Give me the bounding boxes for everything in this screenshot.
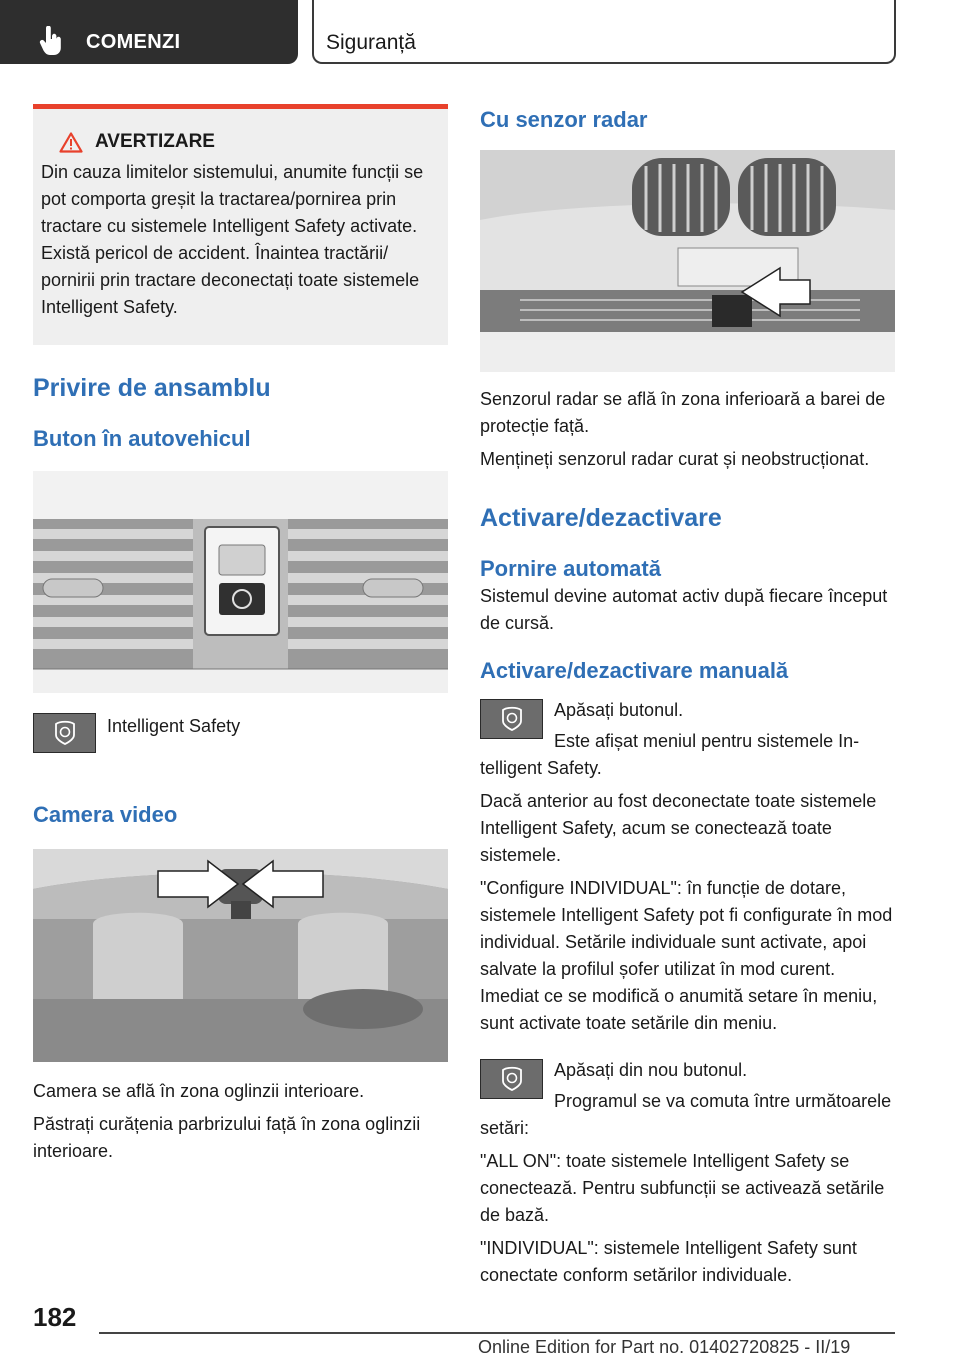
configure-individual-text: "Configure INDIVIDUAL": în funcție de dotare, sistemele Intelligent Safety pot fi configurate în mod individual. Setările individuale sunt activate, apoi salvate la profilul șofer utilizat în mod curent. Imediat ce se modifică o anumită setare în meniu, sunt activate toate setările din meniu. — [480, 878, 893, 1033]
individual-text: "INDIVIDUAL": sistemele Intelligent Safety sunt conectate conform setărilor individuale. — [480, 1238, 857, 1285]
intelligent-safety-icon — [33, 713, 96, 753]
camera-location-photo — [33, 849, 448, 1062]
warning-box — [33, 104, 448, 345]
step-press-button — [480, 697, 895, 782]
front-bumper-illustration — [480, 150, 895, 372]
step2-action: Apăsați din nou butonul. — [554, 1060, 748, 1080]
overview-heading: Privire de ansamblu — [33, 374, 271, 402]
footer-divider — [99, 1332, 895, 1334]
step1-result: Este afișat meniul pentru sistemele Intelligent Safety. — [480, 731, 860, 778]
intelligent-safety-label: Intelligent Safety — [107, 716, 241, 736]
camera-location-text: Camera se află în zona oglinzii interioare. — [33, 1081, 365, 1101]
right-column — [480, 106, 895, 1289]
radar-heading: Cu senzor radar — [480, 107, 648, 132]
step-press-again — [480, 1057, 895, 1142]
intelligent-safety-icon — [480, 1059, 543, 1099]
camera-cleaning-text: Păstrați curățenia parbrizului față în zona oglinzii interioare. — [33, 1114, 421, 1161]
step1-action: Apăsați butonul. — [554, 700, 684, 720]
warning-text: Din cauza limitelor sistemului, anumite funcții se pot comporta greșit la tractarea/pornirea prin tractare cu sistemele Intelligent Safety activate. Există pericol de accident. Înaintea tractării/ pornirii prin tractare deconectați toate sistemele Intelligent Safety. — [41, 162, 424, 317]
button-location-photo — [33, 471, 448, 693]
radar-cleaning-text: Mențineți senzorul radar curat și neobstrucționat. — [480, 449, 870, 469]
reconnect-text: Dacă anterior au fost deconectate toate sistemele Intelligent Safety, acum se conectează toate sistemele. — [480, 791, 877, 865]
dashboard-vent-illustration — [33, 471, 448, 693]
radar-location-photo — [480, 150, 895, 372]
manual-activation-heading: Activare/dezactivare manuală — [480, 658, 789, 683]
auto-start-text: Sistemul devine automat activ după fiecare început de cursă. — [480, 586, 888, 633]
intelligent-safety-button-row — [33, 713, 448, 773]
button-heading: Buton în autovehicul — [33, 426, 251, 451]
all-on-text: "ALL ON": toate sistemele Intelligent Safety se conectează. Pentru subfuncții se activează setările de bază. — [480, 1151, 885, 1225]
radar-location-text: Senzorul radar se află în zona inferioară a barei de protecție față. — [480, 389, 886, 436]
interior-camera-illustration — [33, 849, 448, 1062]
header-section-tab — [0, 0, 298, 64]
activation-heading: Activare/dezactivare — [480, 504, 722, 532]
auto-start-heading: Pornire automată — [480, 556, 661, 581]
hand-pointer-icon — [38, 26, 64, 56]
edition-text: Online Edition for Part no. 01402720825 - II/19 — [478, 1337, 851, 1357]
warning-triangle-icon — [59, 132, 83, 153]
left-column — [33, 104, 448, 1165]
page-number: 182 — [33, 1302, 77, 1332]
camera-heading: Camera video — [33, 802, 178, 827]
intelligent-safety-icon — [480, 699, 543, 739]
step2-result: Programul se va comuta între următoarele setări: — [480, 1091, 892, 1138]
chapter-title: Siguranță — [326, 31, 416, 54]
warning-title: AVERTIZARE — [41, 131, 438, 153]
section-title: COMENZI — [86, 31, 181, 53]
